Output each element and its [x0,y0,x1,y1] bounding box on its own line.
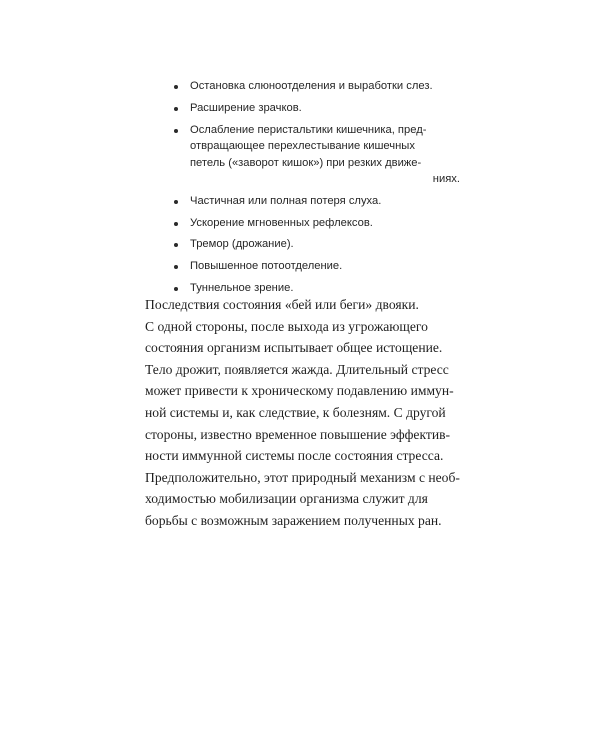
paragraph-line: Тело дрожит, появляется жажда. Длительный стресс [145,361,449,377]
list-item [170,122,460,188]
list-item [170,236,460,253]
list-item-text: Тремор (дрожание). [190,238,294,251]
body-paragraph [145,294,460,532]
paragraph-line: ности иммунной системы после состояния стресса. [145,448,444,464]
paragraph-line: может привести к хроническому подавлению иммун- [145,383,454,399]
list-item-text: Туннельное зрение. [190,282,294,295]
bullet-icon [174,287,178,291]
list-item-text: Повышенное потоотделение. [190,260,343,273]
paragraph-line: состояния организм испытывает общее истощение. [145,340,443,356]
list-item-text: Частичная или полная потеря слуха. [190,194,382,207]
list-item-text: петель («заворот кишок») при резких движе- [190,156,422,169]
paragraph-line: Последствия состояния «бей или беги» двояки. [145,297,419,312]
bullet-icon [174,222,178,226]
list-item-text: Остановка слюноотделения и выработки слез. [190,80,433,92]
list-item-text: отвращающее перехлестывание кишечных [190,140,415,153]
paragraph-line: борьбы с возможным заражением полученных ран. [145,512,442,528]
list-item [170,258,460,275]
list-item [170,100,460,117]
bullet-icon [174,107,178,111]
paragraph-line: С одной стороны, после выхода из угрожающего [145,318,428,334]
paragraph-line: Предположительно, этот природный механизм с необ- [145,469,460,485]
paragraph-line: ходимостью мобилизации организма служит для [145,491,428,507]
bullet-icon [174,265,178,269]
paragraph-line: ной системы и, как следствие, к болезням. С другой [145,404,446,420]
list-item-text: Ослабление перистальтики кишечника, пред- [190,123,427,136]
bullet-icon [174,200,178,204]
paragraph-line: стороны, известно временное повышение эффектив- [145,426,451,442]
bullet-icon [174,85,178,89]
symptom-bullet-list [170,78,460,302]
list-item-text: Ускорение мгновенных рефлексов. [190,216,373,229]
bullet-icon [174,129,178,133]
list-item-text: ниях. [432,173,460,186]
list-item [170,193,460,210]
bullet-icon [174,243,178,247]
list-item-text: Расширение зрачков. [190,101,302,114]
list-item [170,78,460,95]
list-item [170,215,460,232]
